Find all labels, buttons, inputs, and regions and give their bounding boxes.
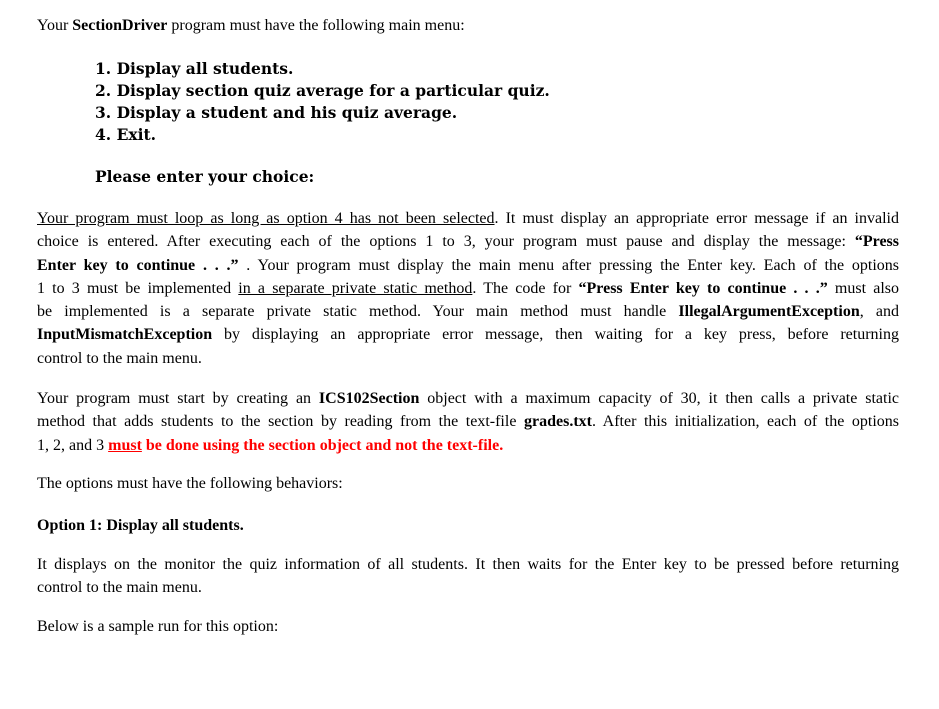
text-line: control to the main menu. xyxy=(37,349,202,367)
text-line: choice is entered. After executing each of the options 1 to 3, your program must pause and display the message: “Press xyxy=(37,233,899,251)
emphasis-must: must xyxy=(108,436,142,454)
text-line: Your program must loop as long as option 4 has not been selected. It must display an appropriate error message if an invalid xyxy=(37,210,899,227)
program-name: SectionDriver xyxy=(72,17,168,34)
menu-item: 3. Display a student and his quiz average. xyxy=(95,103,458,122)
text-line: 1, 2, and 3 must be done using the section object and not the text-file. xyxy=(37,436,504,454)
paragraph-initialization xyxy=(37,387,899,457)
menu-item: 4. Exit. xyxy=(95,125,157,144)
menu-item: 1. Display all students. xyxy=(95,59,294,78)
behaviors-line: The options must have the following behaviors: xyxy=(37,475,343,492)
intro-line xyxy=(37,16,465,36)
text-line: Your program must start by creating an ICS102Section object with a maximum capacity of 30, it then calls a private static xyxy=(37,390,899,407)
text-line: InputMismatchException by displaying an appropriate error message, then waiting for a key press, before returning xyxy=(37,326,899,344)
text-line: It displays on the monitor the quiz information of all students. It then waits for the Enter key to be pressed before returning xyxy=(37,556,899,573)
main-menu xyxy=(95,58,550,146)
menu-item: 2. Display section quiz average for a particular quiz. xyxy=(95,81,550,100)
sample-run-line: Below is a sample run for this option: xyxy=(37,618,279,635)
menu-prompt: Please enter your choice: xyxy=(95,167,315,186)
option1-heading: Option 1: Display all students. xyxy=(37,517,244,534)
paragraph-option1 xyxy=(37,553,899,600)
text-line: method that adds students to the section by reading from the text-file grades.txt. After this initialization, each of the options xyxy=(37,413,899,431)
emphasis-text: be done using the section object and not the text-file. xyxy=(141,436,504,454)
text-line: be implemented is a separate private static method. Your main method must handle IllegalArgumentException, and xyxy=(37,303,899,321)
intro-post: program must have the following main menu: xyxy=(167,17,465,34)
text-line: control to the main menu. xyxy=(37,579,202,597)
intro-pre: Your xyxy=(37,17,73,34)
text-line: Enter key to continue . . .” . Your program must display the main menu after pressing the Enter key. Each of the options xyxy=(37,256,900,274)
text-line: 1 to 3 must be implemented in a separate private static method. The code for “Press Enter key to continue . . .” must also xyxy=(37,279,900,297)
paragraph-loop-requirements xyxy=(37,207,899,370)
